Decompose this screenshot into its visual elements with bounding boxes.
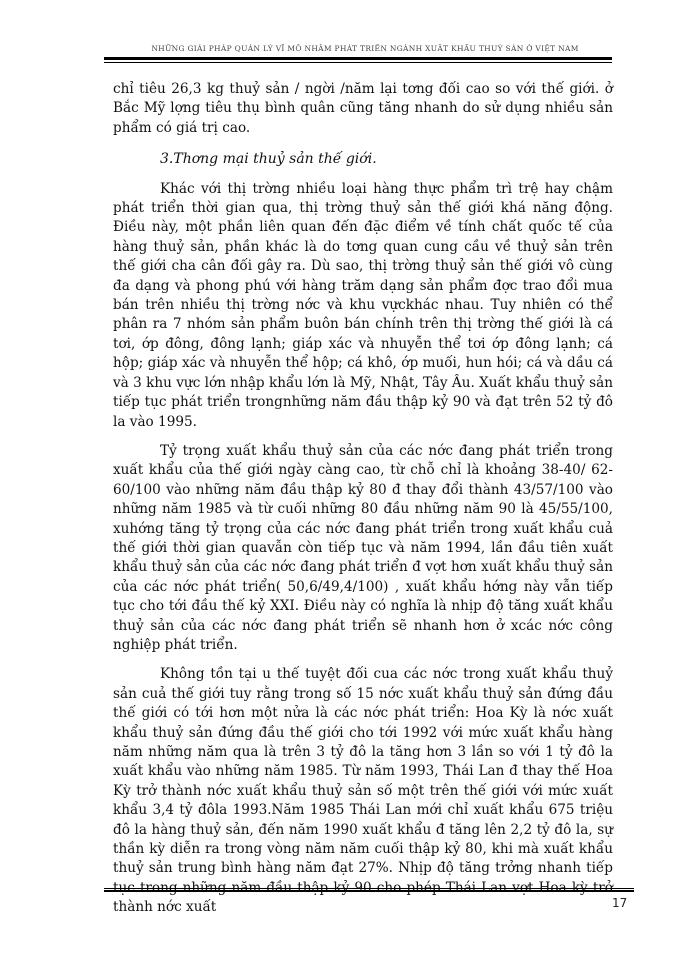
paragraph-leading-exporters: Không tồn tại u thế tuyệt đối cua các nớc trong xuất khẩu thuỷ sản cuả thế giới tuy rằng trong số 15 nớc xuất khẩu thuỷ sản đứng đầu thế giới có tới hơn một nửa là các nớc phát triển: Hoa Kỳ là nớc xuất khẩu thuỷ sản đứng đầu thế giới cho tới 1992 với mức xuất khẩu hàng năm những năm qua là trên 3 tỷ đô la tăng hơn 3 lần so với 1 tỷ đô la xuất khẩu vào những năm 1985. Từ năm 1993, Thái Lan đ thay thế Hoa Kỳ trở thành nớc xuất khẩu thuỷ sản số một trên thế giới với mức xuất khẩu 3,4 tỷ đôla 1993.Năm 1985 Thái Lan mới chỉ xuất khẩu 675 triệu đô la hàng thuỷ sản, đến năm 1990 xuất khẩu đ tăng lên 2,2 tỷ đô la, sự thần kỳ diễn ra trong vòng năm năm cuối thập kỷ 80, khi mà xuất khẩu thuỷ sản trung bình hàng năm đạt 27%. Nhịp độ tăng trởng nhanh tiếp tục trong những năm đầu thập kỷ 90 cho phép Thái Lan vợt Hoa kỳ trở thành nớc xuất: [113, 666, 613, 916]
running-header: NHỮNG GIẢI PHÁP QUẢN LÝ VĨ MÔ NHẰM PHÁT TRIỂN NGÀNH XUẤT KHẨU THUỶ SẢN Ở VIỆT NAM: [151, 44, 579, 53]
paragraph-export-share: Tỷ trọng xuất khẩu thuỷ sản của các nớc đang phát triển trong xuất khẩu của thế giới ngày càng cao, từ chỗ chỉ là khoảng 38-40/ 62-60/100 vào những năm đầu thập kỷ 80 đ thay đổi thành 43/57/100 vào những năm 1985 và từ cuối những 80 đầu những năm 90 là 45/55/100, xuhớng tăng tỷ trọng của các nớc đang phát triển trong xuất khẩu cuả thế giới thời gian quavẫn còn tiếp tục và năm 1994, lần đầu tiên xuất khẩu thuỷ sản của các nớc đang phát triển đ vợt hơn xuất khẩu thuỷ sản của các nớc phát triển( 50,6/49,4/100) , xuất khẩu hớng này vẫn tiếp tục cho tới đầu thế kỷ XXI. Điều này có nghĩa là nhịp độ tăng xuất khẩu thuỷ sản của các nớc đang phát triển sẽ nhanh hơn ở xcác nớc công nghiệp phát triển.: [113, 442, 613, 653]
section-heading: 3.Thơng mại thuỷ sản thế giới.: [160, 151, 377, 168]
header-divider: [104, 57, 612, 63]
intro-paragraph: chỉ tiêu 26,3 kg thuỷ sản / ngời /năm lại tơng đối cao so với thế giới. ở Bắc Mỹ lợng tiêu thụ bình quân cũng tăng nhanh do sử dụng nhiều sản phẩm có giá trị cao.: [113, 81, 613, 136]
page-number: 17: [612, 896, 628, 910]
footer-divider: [104, 888, 634, 892]
document-body: [113, 80, 613, 918]
paragraph-market-overview: Khác với thị trờng nhiều loại hàng thực phẩm trì trệ hay chậm phát triển thời gian qua, thị trờng thuỷ sản thế giới khá năng động. Điều này, một phần liên quan đến đặc điểm về tính chất quốc tế của hàng thuỷ sản, phần khác là do tơng quan cung cầu về thuỷ sản trên thế giới cha cân đối gây ra. Dù sao, thị trờng thuỷ sản thế giới vô cùng đa dạng và phong phú với hàng trăm dạng sản phẩm đợc trao đổi mua bán trên nhiều thị trờng nớc và khu vựckhác nhau. Tuy nhiên có thể phân ra 7 nhóm sản phẩm buôn bán chính trên thị trờng thế giới là cá tơi, ớp đông, đông lạnh; giáp xác và nhuyễn thể tơi ớp đông lạnh; cá hộp; giáp xác và nhuyễn thể hộp; cá khô, ớp muối, hun hói; cá và dầu cá và 3 khu vực lớn nhập khẩu lớn là Mỹ, Nhật, Tây Âu. Xuất khẩu thuỷ sản tiếp tục phát triển trongnhững năm đầu thập kỷ 90 và đạt trên 52 tỷ đô la vào 1995.: [113, 180, 613, 430]
